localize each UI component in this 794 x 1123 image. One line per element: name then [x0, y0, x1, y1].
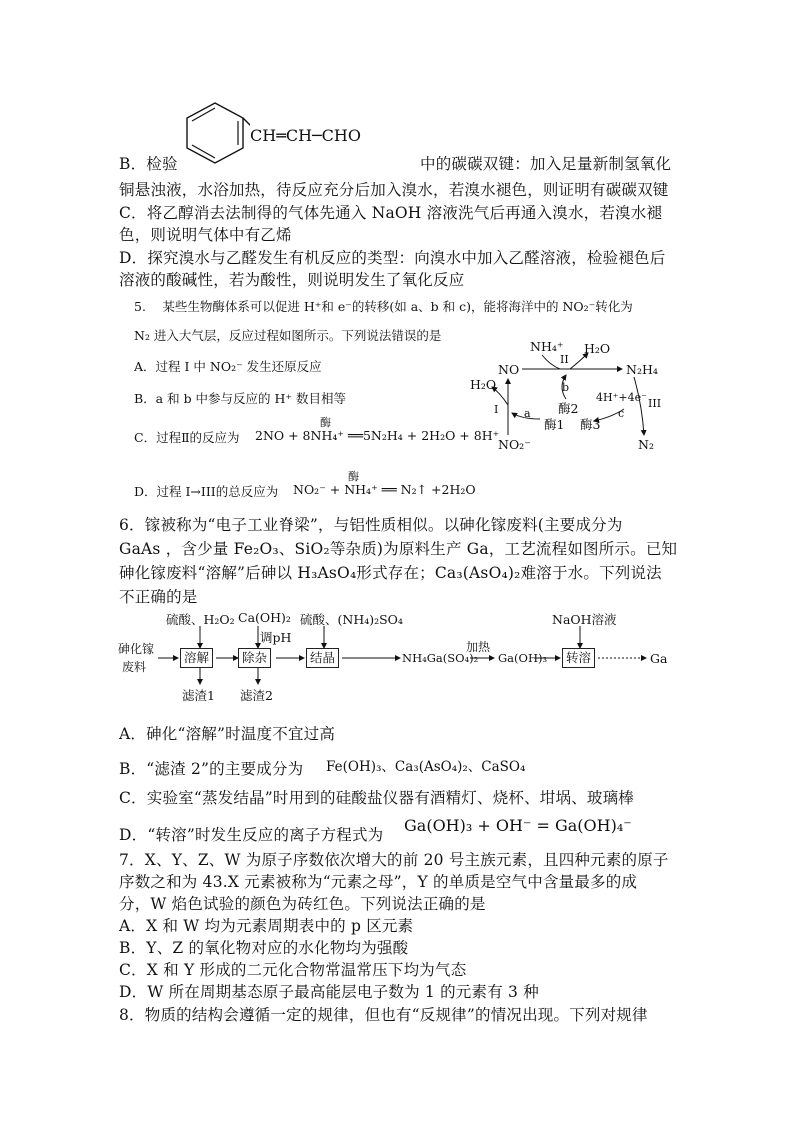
- q5-option-d-prefix: D．过程 I→III的总反应为: [134, 484, 279, 499]
- q7-stem-line2: 序数之和为 43.X 元素被称为“元素之母”，Y 的单质是空气中含量最多的成: [119, 873, 638, 891]
- diagram-process-iii: III: [648, 397, 662, 410]
- q5-stem-line2: N₂ 进入大气层，反应过程如图所示。下列说法错误的是: [134, 328, 442, 343]
- flow-gallium: Ga: [650, 651, 668, 666]
- q4-option-c-line2: 色，则说明气体中有乙烯: [119, 226, 292, 244]
- q5-option-c-prefix: C．过程Ⅱ的反应为: [134, 430, 240, 445]
- q7-stem-line3: 分，W 焰色试验的颜色为砖红色。下列说法正确的是: [119, 895, 486, 913]
- q7-option-c: C．X 和 Y 形成的二元化合物常温常压下均为气态: [119, 961, 467, 979]
- diagram-b: b: [562, 381, 570, 394]
- flow-reagent-3: 硫酸、(NH₄)₂SO₄: [300, 612, 403, 627]
- diagram-hplus-electrons: 4H⁺+4e⁻: [596, 391, 647, 404]
- diagram-n2h4: N₂H₄: [626, 362, 658, 377]
- flow-reagent-2: Ca(OH)₂: [238, 610, 291, 625]
- q5-option-b: B．a 和 b 中参与反应的 H⁺ 数目相等: [134, 391, 347, 406]
- diagram-n2: N₂: [638, 437, 654, 452]
- flow-reagent-4: NaOH溶液: [552, 612, 617, 627]
- q7-option-b: B．Y、Z 的氧化物对应的水化物均为强酸: [119, 939, 409, 957]
- q4-option-d-line2: 溶液的酸碱性，若为酸性，则说明发生了氧化反应: [119, 271, 465, 289]
- flow-feed-1: 砷化镓: [118, 642, 155, 656]
- diagram-process-i: I: [494, 403, 499, 416]
- flow-heat: 加热: [466, 640, 491, 654]
- flow-step-redissolve: 转溶: [562, 648, 595, 668]
- diagram-h2o-top: H₂O: [584, 341, 611, 356]
- q6-stem-line4: 不正确的是: [119, 588, 198, 606]
- q4-option-b-line1b: 中的碳碳双键：加入足量新制氢氧化: [420, 155, 672, 173]
- q6-stem-line2: GaAs ，含少量 Fe₂O₃、SiO₂等杂质)为原料生产 Ga，工艺流程如图所示。已知: [119, 540, 678, 558]
- q6-option-b-prefix: B．“滤渣 2”的主要成分为: [119, 760, 304, 778]
- q6-option-c: C．实验室“蒸发结晶”时用到的硅酸盐仪器有酒精灯、烧杯、坩埚、玻璃棒: [119, 789, 635, 807]
- q8-stem-line1: 8．物质的结构会遵循一定的规律，但也有“反规律”的情况出现。下列对规律: [119, 1006, 648, 1024]
- q6-option-d-equation: Ga(OH)₃ + OH⁻ = Ga(OH)₄⁻: [404, 816, 632, 835]
- q7-stem-line1: 7．X、Y、Z、W 为原子序数依次增大的前 20 号主族元素，且四种元素的原子: [119, 851, 669, 869]
- diagram-a: a: [524, 407, 531, 420]
- q5-enzyme-label-c: 酶: [320, 416, 331, 429]
- flow-residue-1: 滤渣1: [182, 688, 215, 703]
- q4-option-b-line2: 铜悬浊液，水浴加热，待反应充分后加入溴水，若溴水褪色，则证明有碳碳双键: [119, 181, 669, 199]
- q5-option-a: A．过程 I 中 NO₂⁻ 发生还原反应: [134, 359, 322, 374]
- q4-option-b-line1a: B．检验: [119, 155, 178, 173]
- diagram-nh4: NH₄⁺: [530, 339, 564, 354]
- q7-option-a: A．X 和 W 均为元素周期表中的 p 区元素: [119, 917, 414, 935]
- q5-enzyme-label-d: 酶: [348, 470, 359, 483]
- q4-option-c-line1: C．将乙醇消去法制得的气体先通入 NaOH 溶液洗气后再通入溴水，若溴水褪: [119, 204, 663, 222]
- q5-stem-line1: 5. 某些生物酶体系可以促进 H⁺和 e⁻的转移(如 a、b 和 c)，能将海洋中的 NO₂⁻转化为: [134, 299, 633, 314]
- q6-stem-line1: 6．镓被称为“电子工业脊梁”，与铝性质相似。以砷化镓废料(主要成分为: [119, 516, 623, 534]
- diagram-process-ii: II: [560, 353, 569, 366]
- q5-option-c-equation: 2NO + 8NH₄⁺ ══5N₂H₄ + 2H₂O + 8H⁺: [255, 428, 500, 443]
- flow-residue-2: 滤渣2: [240, 688, 273, 703]
- flow-product-2: Ga(OH)₃: [498, 651, 548, 665]
- flow-step-impurity-removal: 除杂: [238, 648, 271, 668]
- diagram-no: NO: [498, 362, 520, 377]
- q5-option-d-equation: NO₂⁻ + NH₄⁺ ══ N₂↑ +2H₂O: [293, 482, 476, 497]
- q4-option-d-line1: D．探究溴水与乙醛发生有机反应的类型：向溴水中加入乙醛溶液，检验褪色后: [119, 249, 666, 267]
- q6-option-d-prefix: D．“转溶”时发生反应的离子方程式为: [119, 826, 384, 844]
- cinnamaldehyde-side-chain: CH═CH─CHO: [250, 126, 361, 145]
- diagram-enzyme2: 酶2: [558, 401, 579, 416]
- diagram-enzyme3: 酶3: [580, 417, 601, 432]
- diagram-no2: NO₂⁻: [498, 437, 531, 452]
- flow-reagent-1: 硫酸、H₂O₂: [166, 612, 235, 627]
- diagram-c: c: [618, 407, 625, 420]
- flow-product-1: NH₄Ga(SO₄)₂: [402, 651, 479, 665]
- benzene-ring-structure: [180, 100, 250, 166]
- flow-step-crystallize: 结晶: [306, 648, 339, 668]
- q7-option-d: D．W 所在周期基态原子最高能层电子数为 1 的元素有 3 种: [119, 983, 539, 1001]
- flow-feed-2: 废料: [122, 660, 147, 674]
- diagram-enzyme1: 酶1: [544, 417, 565, 432]
- flow-step-dissolve: 溶解: [180, 648, 213, 668]
- flow-reagent-2b: 调pH: [260, 630, 292, 645]
- q6-stem-line3: 砷化镓废料“溶解”后砷以 H₃AsO₄形式存在；Ca₃(AsO₄)₂难溶于水。下列说法: [119, 564, 662, 582]
- q6-option-b-formula: Fe(OH)₃、Ca₃(AsO₄)₂、CaSO₄: [326, 759, 526, 775]
- q5-reaction-diagram: [462, 335, 672, 460]
- q6-process-flowchart: [118, 608, 678, 708]
- diagram-h2o-left: H₂O: [470, 377, 497, 392]
- q6-option-a: A．砷化“溶解”时温度不宜过高: [119, 725, 336, 743]
